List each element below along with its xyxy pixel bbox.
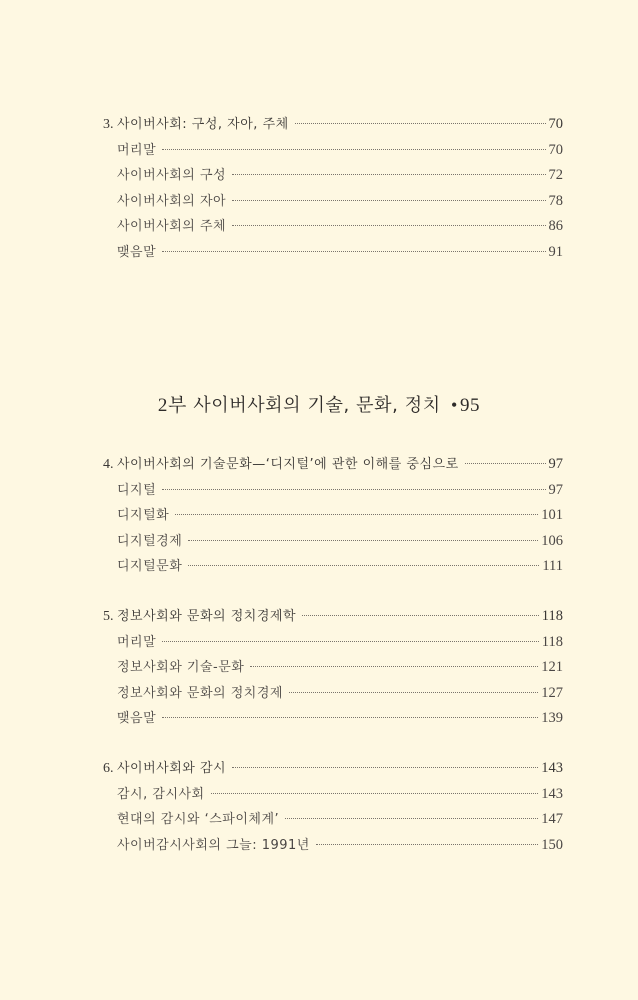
- dot-leader: [162, 251, 545, 252]
- page-number: 118: [541, 608, 563, 624]
- chapter-title: 사이버사회와 감시: [117, 761, 227, 776]
- toc-section-entry[interactable]: [103, 681, 563, 707]
- dot-leader: [162, 717, 538, 718]
- dot-leader: [285, 818, 538, 819]
- toc-section-entry[interactable]: [103, 782, 563, 808]
- page-number: 121: [541, 659, 563, 676]
- section-title: 정보사회와 기술-문화: [117, 660, 245, 676]
- toc-chapter-6: [103, 756, 563, 858]
- part-title: 사이버사회의 기술, 문화, 정치: [193, 395, 441, 416]
- page-number: 150: [541, 836, 563, 853]
- section-title: 맺음말: [117, 711, 157, 727]
- page-number: 91: [548, 243, 563, 260]
- page-number: 147: [541, 811, 563, 828]
- toc-section-entry[interactable]: [103, 706, 563, 732]
- toc-section-entry[interactable]: [103, 807, 563, 833]
- section-title: 머리말: [117, 142, 157, 158]
- dot-leader: [188, 540, 538, 541]
- section-title: 디지털경제: [117, 533, 183, 549]
- page-number: 127: [541, 684, 563, 701]
- dot-leader: [465, 463, 546, 464]
- dot-leader: [316, 844, 538, 845]
- dot-leader: [232, 767, 538, 768]
- toc-chapter-4: [103, 452, 563, 580]
- section-title: 디지털문화: [117, 559, 183, 575]
- dot-leader: [162, 641, 539, 642]
- page-number: 70: [548, 116, 563, 132]
- dot-leader: [289, 692, 538, 693]
- page-number: 139: [541, 710, 563, 727]
- section-title: 머리말: [117, 634, 157, 650]
- dot-leader: [211, 793, 539, 794]
- page-number: 118: [541, 633, 563, 650]
- toc-section-entry[interactable]: [103, 478, 563, 504]
- chapter-title: 정보사회와 문화의 정치경제학: [117, 609, 297, 624]
- chapter-number: 5.: [103, 609, 114, 624]
- dot-leader: [188, 565, 539, 566]
- page-number: 143: [541, 760, 563, 776]
- page-number: 97: [548, 481, 563, 498]
- toc-section-entry[interactable]: [103, 630, 563, 656]
- section-title: 사이버감시사회의 그늘: 1991년: [117, 837, 310, 853]
- page-number: 97: [548, 456, 563, 472]
- chapter-title: 사이버사회: 구성, 자아, 주체: [117, 117, 289, 132]
- toc-section-entry[interactable]: [103, 554, 563, 580]
- part-number: 2부: [157, 395, 187, 416]
- part-page-number: 95: [459, 395, 481, 416]
- page-number: 101: [541, 507, 563, 524]
- section-title: 디지털화: [117, 508, 170, 524]
- toc-chapter-3: [103, 112, 563, 266]
- dot-leader: [232, 225, 545, 226]
- page-number: 111: [542, 558, 563, 575]
- dot-leader: [302, 615, 539, 616]
- dot-leader: [162, 489, 545, 490]
- toc-chapter-entry[interactable]: [103, 452, 563, 478]
- toc-section-entry[interactable]: [103, 214, 563, 240]
- toc-chapter-entry[interactable]: [103, 604, 563, 630]
- toc-chapter-5: [103, 604, 563, 732]
- chapter-number: 3.: [103, 117, 114, 132]
- chapter-number: 6.: [103, 761, 114, 776]
- section-title: 감시, 감시사회: [117, 786, 205, 802]
- toc-section-entry[interactable]: [103, 833, 563, 859]
- toc-chapter-entry[interactable]: [103, 756, 563, 782]
- dot-leader: [175, 514, 538, 515]
- chapter-title: 사이버사회의 기술문화—‘디지털’에 관한 이해를 중심으로: [117, 457, 459, 472]
- toc-section-entry[interactable]: [103, 529, 563, 555]
- toc-section-entry[interactable]: [103, 138, 563, 164]
- page-number: 72: [548, 167, 563, 184]
- section-title: 사이버사회의 주체: [117, 219, 227, 235]
- page-number: 86: [548, 218, 563, 235]
- section-title: 현대의 감시와 ‘스파이체계’: [117, 812, 280, 828]
- page-number: 70: [548, 141, 563, 158]
- section-title: 사이버사회의 자아: [117, 193, 227, 209]
- section-title: 정보사회와 문화의 정치경제: [117, 685, 283, 701]
- dot-leader: [232, 174, 545, 175]
- toc-section-entry[interactable]: [103, 163, 563, 189]
- section-title: 사이버사회의 구성: [117, 168, 227, 184]
- page-number: 143: [541, 785, 563, 802]
- toc-section-entry[interactable]: [103, 503, 563, 529]
- bullet-separator: •: [451, 395, 458, 415]
- part-heading[interactable]: [0, 390, 638, 417]
- dot-leader: [250, 666, 538, 667]
- chapter-number: 4.: [103, 457, 114, 472]
- dot-leader: [295, 123, 546, 124]
- toc-section-entry[interactable]: [103, 189, 563, 215]
- toc-section-entry[interactable]: [103, 240, 563, 266]
- page-number: 78: [548, 192, 563, 209]
- dot-leader: [162, 149, 545, 150]
- section-title: 디지털: [117, 482, 157, 498]
- toc-section-entry[interactable]: [103, 655, 563, 681]
- page-number: 106: [541, 532, 563, 549]
- dot-leader: [232, 200, 545, 201]
- section-title: 맺음말: [117, 244, 157, 260]
- toc-chapter-entry[interactable]: [103, 112, 563, 138]
